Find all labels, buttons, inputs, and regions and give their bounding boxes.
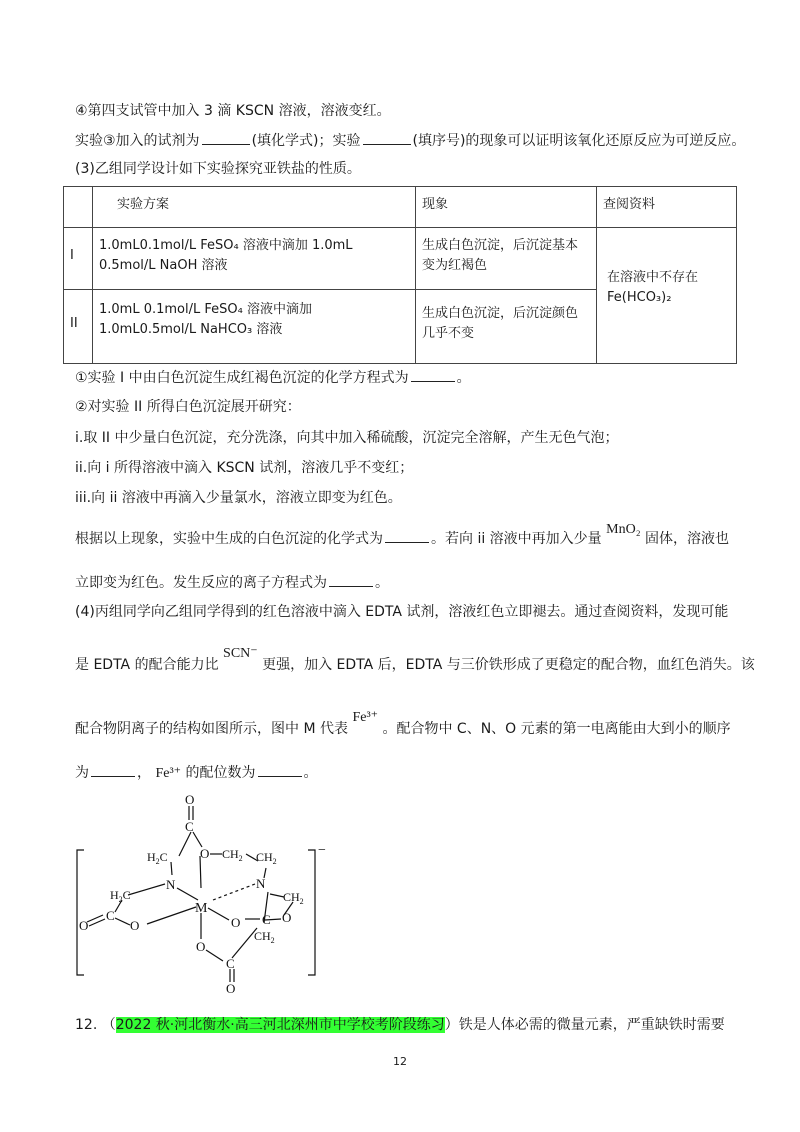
source-tag[interactable]: 2022 秋·河北衡水·高三河北深州市中学校考阶段练习	[115, 1017, 445, 1033]
row-id: I	[64, 228, 93, 290]
row-plan: 1.0mL 0.1mol/L FeSO₄ 溶液中滴加 1.0mL0.5mol/L NaHCO₃ 溶液	[93, 290, 416, 364]
atom-label-h: H	[147, 850, 156, 864]
header-cell-plan: 实验方案	[93, 187, 416, 228]
line-part3-intro: (3)乙组同学设计如下实验探究亚铁盐的性质。	[75, 161, 361, 177]
answer-blank-reagent[interactable]	[202, 130, 250, 145]
line-ionic-equation	[75, 572, 389, 593]
atom-label-n: N	[256, 876, 266, 891]
line-step-ii: ii.向 i 所得溶液中滴入 KSCN 试剂，溶液几乎不变红；	[75, 460, 414, 476]
text-q1-end: 。	[456, 370, 471, 386]
text-p5b: 更强，加入 EDTA 后，EDTA 与三价铁形成了更稳定的配合物，血红色消失。该	[262, 657, 755, 673]
formula-scn: SCN⁻	[223, 646, 258, 661]
text-p2b: 。	[375, 575, 389, 591]
text-p6b: 。配合物中 C、N、O 元素的第一电离能由大到小的顺序	[382, 721, 731, 737]
text-reagent-suffix: (填序号)的现象可以证明该氧化还原反应为可逆反应。	[412, 133, 746, 149]
row-phenomenon: 生成白色沉淀，后沉淀颜色几乎不变	[416, 290, 597, 364]
line-part4: (4)丙组同学向乙组同学得到的红色溶液中滴入 EDTA 试剂，溶液红色立即褪去。通过查阅资料，发现可能	[75, 604, 729, 620]
text-p2a: 立即变为红色。发生反应的离子方程式为	[75, 575, 327, 591]
header-cell-phenomenon: 现象	[416, 187, 597, 228]
line-step-i: i.取 II 中少量白色沉淀，充分洗涤，向其中加入稀硫酸，沉淀完全溶解，产生无色气泡；	[75, 430, 619, 446]
edta-complex-structure	[70, 790, 340, 995]
formula-fe3-a: Fe³⁺	[352, 710, 379, 725]
line-precipitate-formula	[75, 522, 730, 550]
line-complex-anion	[75, 710, 731, 740]
atom-label-o: O	[185, 792, 195, 807]
answer-blank-equation[interactable]	[411, 367, 455, 382]
charge-label: −	[318, 843, 326, 858]
atom-label-o: O	[196, 939, 206, 954]
atom-label-ch: CH	[283, 890, 300, 904]
text-p7a: 为	[75, 765, 89, 781]
answer-blank-coordination-number[interactable]	[258, 762, 302, 777]
atom-label-o: O	[282, 910, 292, 925]
table-row	[64, 228, 737, 290]
atom-label-ch: CH	[256, 850, 273, 864]
atom-label-c: C	[226, 956, 235, 971]
atom-label-o: O	[130, 918, 140, 933]
line-fourth-tube: ④第四支试管中加入 3 滴 KSCN 溶液，溶液变红。	[75, 103, 391, 119]
header-cell-index	[64, 187, 93, 228]
atom-label-ch2	[254, 929, 275, 945]
atom-label-subscript: 2	[238, 854, 243, 863]
atom-label-ch2	[256, 850, 277, 866]
formula-mno2: MnO₂	[606, 522, 641, 537]
atom-label-subscript: 2	[299, 897, 304, 906]
atom-label-c: C	[106, 908, 115, 923]
row-reference: 在溶液中不存在 Fe(HCO₃)₂	[597, 228, 737, 364]
text-p1a: 根据以上现象，实验中生成的白色沉淀的化学式为	[75, 531, 383, 547]
page-number: 12	[393, 1055, 407, 1068]
atom-label-c: C	[262, 912, 271, 927]
answer-blank-experiment-number[interactable]	[363, 130, 411, 145]
atom-label-subscript: 2	[270, 936, 275, 945]
atom-label-subscript: 2	[118, 895, 123, 904]
row-plan: 1.0mL0.1mol/L FeSO₄ 溶液中滴加 1.0mL 0.5mol/L NaOH 溶液	[93, 228, 416, 290]
line-question-1	[75, 367, 471, 388]
row-id: II	[64, 290, 93, 364]
atom-label-c: C	[122, 888, 131, 902]
answer-blank-precipitate[interactable]	[385, 528, 429, 543]
atom-label-o: O	[200, 846, 210, 861]
atom-label-subscript: 2	[272, 857, 277, 866]
answer-blank-ionic-equation[interactable]	[329, 572, 373, 587]
text-q12-rest: ）铁是人体必需的微量元素，严重缺铁时需要	[444, 1017, 725, 1033]
text-q12-open: （	[101, 1017, 116, 1033]
atom-label-ch: CH	[222, 847, 239, 861]
text-p6a: 配合物阴离子的结构如图所示，图中 M 代表	[75, 721, 348, 737]
atom-label-subscript: 2	[155, 857, 160, 866]
formula-fe3-b: Fe³⁺	[155, 766, 182, 781]
atom-label-m: M	[195, 901, 208, 916]
atom-label-c: C	[185, 819, 194, 834]
text-p5a: 是 EDTA 的配合能力比	[75, 657, 219, 673]
atom-label-h: H	[110, 888, 119, 902]
line-question-2: ②对实验 II 所得白色沉淀展开研究：	[75, 399, 301, 415]
line-step-iii: iii.向 ii 溶液中再滴入少量氯水，溶液立即变为红色。	[75, 490, 402, 506]
atom-label-ch2	[222, 847, 243, 863]
text-p7d: 。	[303, 765, 318, 781]
atom-label-h2c	[147, 850, 168, 866]
text-p7c: 的配位数为	[185, 765, 256, 781]
text-p1b: 。若向 ii 溶液中再加入少量	[431, 531, 602, 547]
line-edta-ability	[75, 646, 755, 676]
header-cell-reference: 查阅资料	[597, 187, 737, 228]
atom-label-o: O	[79, 918, 89, 933]
atom-label-n: N	[166, 877, 176, 892]
text-reagent-mid: (填化学式)；实验	[251, 133, 361, 149]
atom-label-o: O	[231, 915, 241, 930]
text-p1c: 固体，溶液也	[645, 531, 730, 547]
line-question-12	[75, 1015, 725, 1035]
table-header-row	[64, 187, 737, 228]
atom-label-c: C	[159, 850, 168, 864]
answer-blank-ionization-order[interactable]	[91, 762, 135, 777]
experiment-table	[63, 186, 737, 364]
line-ionization-order	[75, 762, 318, 784]
atom-label-ch2	[283, 890, 304, 906]
atom-label-o: O	[226, 981, 236, 995]
atom-label-h2c	[110, 888, 131, 904]
atom-label-ch: CH	[254, 929, 271, 943]
row-phenomenon: 生成白色沉淀，后沉淀基本变为红褐色	[416, 228, 597, 290]
text-reagent-prefix: 实验③加入的试剂为	[75, 133, 200, 149]
line-question-reagent	[75, 130, 745, 151]
question-number: 12.	[75, 1017, 98, 1033]
text-p7b: ，	[137, 765, 151, 781]
text-q1: ①实验 I 中由白色沉淀生成红褐色沉淀的化学方程式为	[75, 370, 409, 386]
